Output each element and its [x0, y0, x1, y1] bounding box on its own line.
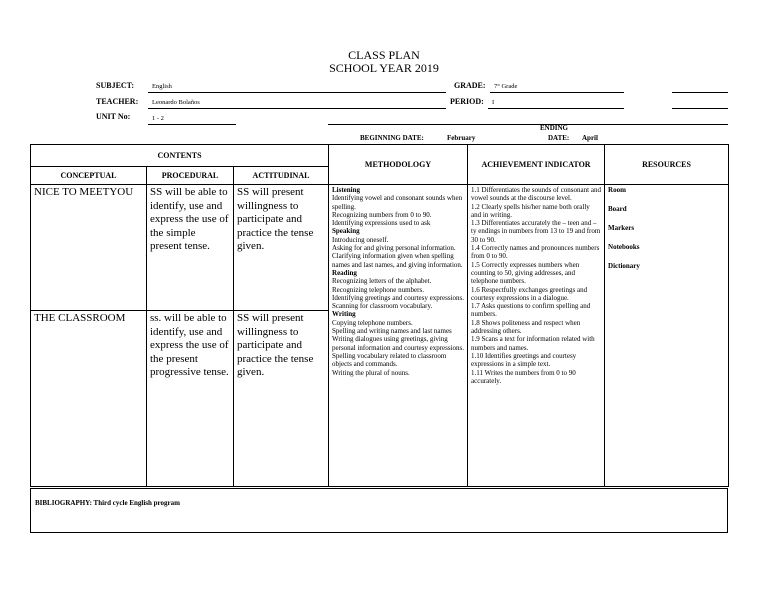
achievement-item: 1.11 Writes the numbers from 0 to 90 accurately.: [471, 368, 576, 385]
methodology-cell: [329, 185, 468, 487]
resource-item: Dictionary: [608, 262, 640, 270]
row1-procedural: SS will be able to identify, use and express the use of the simple present tense.: [147, 185, 234, 311]
subject-value: English: [152, 83, 172, 90]
methodology-item: Writing dialogues using greetings, giving personal information and courtesy expressions.: [332, 335, 465, 352]
methodology-item: Spelling vocabulary related to classroom objects and commands.: [332, 351, 447, 369]
grade-extra-underline: [672, 92, 728, 93]
period-label: PERIOD:: [450, 97, 484, 106]
subject-label: SUBJECT:: [96, 81, 135, 90]
bibliography-text: BIBLIOGRAPHY: Third cycle English program: [35, 499, 180, 507]
methodology-item: Asking for and giving personal information.: [332, 244, 456, 253]
achievement-item: 1.6 Respectfully exchanges greetings and courtesy expressions in a dialogue.: [471, 285, 588, 302]
teacher-underline: [148, 108, 446, 109]
unit-label: UNIT No:: [96, 112, 131, 121]
achievement-item: 1.2 Clearly spells his/her name both orally and in writing.: [471, 202, 590, 219]
document-title: CLASS PLAN: [348, 48, 420, 62]
contents-header: CONTENTS: [31, 145, 329, 167]
row2-actitudinal: SS will present willingness to participate and practice the tense given.: [234, 311, 329, 487]
methodology-item: Identifying vowel and consonant sounds when spelling.: [332, 194, 463, 211]
class-plan-table: [30, 144, 729, 487]
achievement-item: 1.4 Correctly names and pronounces numbers from 0 to 90.: [471, 244, 600, 261]
teacher-value: Leonardo Bolaños: [152, 99, 200, 106]
methodology-item: Identifying greetings and courtesy expressions.: [332, 293, 465, 302]
listening-heading: Listening: [332, 186, 361, 194]
methodology-item: Recognizing letters of the alphabet.: [332, 277, 432, 286]
row2-procedural: ss. will be able to identify, use and express the use of the present progressive tense.: [147, 311, 234, 487]
resource-item: Room: [608, 186, 626, 194]
achievement-item: 1.1 Differentiates the sounds of consonant and vowel sounds at the discourse level.: [471, 186, 601, 203]
achievement-cell: [468, 185, 605, 487]
grade-underline: [490, 92, 624, 93]
methodology-item: Scanning for classroom vocabulary.: [332, 302, 433, 311]
achievement-item: 1.8 Shows politeness and respect when addressing others.: [471, 318, 581, 336]
row1-actitudinal: SS will present willingness to participate and practice the tense given.: [234, 185, 329, 311]
methodology-item: Writing the plural of nouns.: [332, 368, 410, 377]
methodology-item: Copying telephone numbers.: [332, 318, 413, 327]
grade-label: GRADE:: [454, 81, 486, 90]
period-underline: [488, 108, 624, 109]
resources-cell: [605, 185, 729, 487]
teacher-label: TEACHER:: [96, 97, 139, 106]
resource-item: Notebooks: [608, 243, 640, 251]
subject-underline: [148, 92, 446, 93]
ending-date-value: April: [582, 134, 598, 142]
procedural-header: PROCEDURAL: [147, 167, 234, 185]
dates-underline: [328, 124, 728, 125]
resources-header: RESOURCES: [605, 145, 729, 185]
methodology-item: Recognizing numbers from 0 to 90.: [332, 210, 432, 219]
row1-conceptual: NICE TO MEETYOU: [31, 185, 147, 311]
bibliography-box: [30, 488, 728, 533]
methodology-header: METHODOLOGY: [329, 145, 468, 185]
period-value: I: [492, 99, 495, 106]
unit-value: 1 - 2: [152, 115, 164, 122]
actitudinal-header: ACTITUDINAL: [234, 167, 329, 185]
period-extra-underline: [672, 108, 728, 109]
achievement-item: 1.5 Correctly expresses numbers when counting to 50, giving addresses, and telephone numbers.: [471, 260, 580, 286]
unit-underline: [148, 124, 236, 125]
achievement-item: 1.3 Differentiates accurately the – teen and –ty endings in numbers from 13 to 19 and from 30 to 90.: [471, 219, 601, 244]
achievement-item: 1.9 Scans a text for information related with numbers and names.: [471, 335, 595, 352]
resource-item: Board: [608, 205, 627, 213]
achievement-header: ACHIEVEMENT INDICATOR: [468, 145, 605, 185]
ending-label: ENDING: [540, 124, 569, 132]
speaking-heading: Speaking: [332, 227, 360, 236]
grade-value: 7° Grade: [494, 83, 518, 90]
methodology-item: Recognizing telephone numbers.: [332, 285, 424, 294]
row2-conceptual: THE CLASSROOM: [31, 311, 147, 487]
writing-heading: Writing: [332, 310, 356, 319]
conceptual-header: CONCEPTUAL: [31, 167, 147, 185]
resource-item: Markers: [608, 224, 635, 232]
methodology-item: Spelling and writing names and last names: [332, 327, 452, 336]
school-year: SCHOOL YEAR 2019: [329, 61, 439, 75]
ending-date-label: DATE:: [548, 134, 570, 142]
beginning-date-label: BEGINNING DATE:: [360, 134, 424, 142]
achievement-item: 1.7 Asks questions to confirm spelling and numbers.: [471, 302, 591, 319]
methodology-item: Clarifying information given when spelling names and last names, and giving information.: [332, 252, 463, 269]
methodology-item: Introducing oneself.: [332, 235, 389, 244]
reading-heading: Reading: [332, 268, 357, 277]
achievement-item: 1.10 Identifies greetings and courtesy expressions in a simple text.: [471, 351, 577, 369]
beginning-date-value: February: [447, 134, 476, 142]
methodology-item: Identifying expressions used to ask: [332, 219, 431, 228]
